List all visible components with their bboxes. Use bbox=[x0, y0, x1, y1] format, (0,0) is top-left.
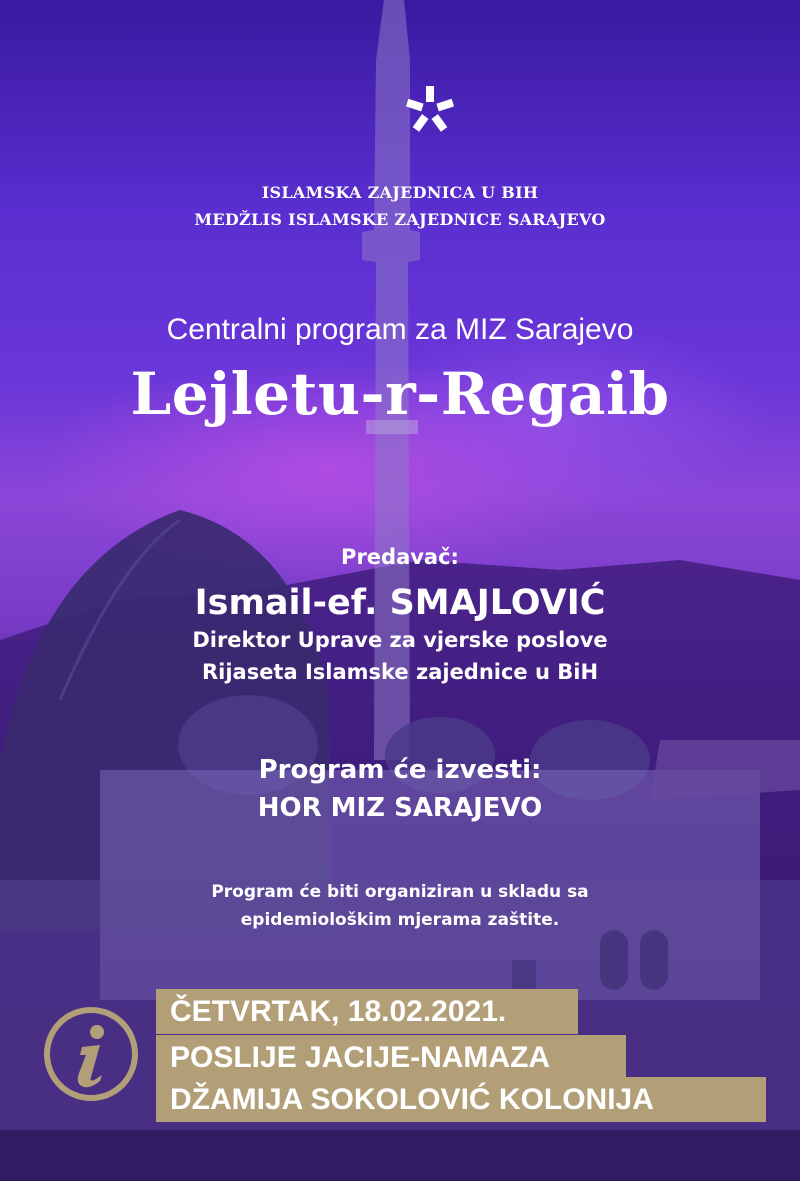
event-title: Lejletu-r-Regaib bbox=[130, 360, 670, 428]
organization-name: ISLAMSKA ZAJEDNICA U BIH bbox=[261, 183, 539, 202]
notice-line2: epidemiološkim mjerama zaštite. bbox=[240, 910, 560, 930]
event-date: ČETVRTAK, 18.02.2021. bbox=[156, 989, 578, 1034]
event-subtitle: Centralni program za MIZ Sarajevo bbox=[166, 313, 634, 346]
event-time: POSLIJE JACIJE-NAMAZA bbox=[156, 1035, 626, 1080]
event-location: DŽAMIJA SOKOLOVIĆ KOLONIJA bbox=[156, 1077, 766, 1122]
notice-line1: Program će biti organiziran u skladu sa bbox=[211, 882, 589, 902]
lecturer-name: Ismail-ef. SMAJLOVIĆ bbox=[194, 583, 606, 623]
performer-name: HOR MIZ SARAJEVO bbox=[257, 793, 543, 823]
crescent-star-logo-icon bbox=[340, 58, 462, 174]
lecturer-role-line1: Direktor Uprave za vjerske poslove bbox=[192, 628, 608, 652]
info-icon bbox=[42, 1005, 140, 1103]
performer-label: Program će izvesti: bbox=[258, 755, 542, 785]
organization-unit: MEDŽLIS ISLAMSKE ZAJEDNICE SARAJEVO bbox=[194, 210, 606, 229]
lecturer-role-line2: Rijaseta Islamske zajednice u BiH bbox=[201, 660, 599, 684]
lecturer-label: Predavač: bbox=[341, 545, 459, 569]
